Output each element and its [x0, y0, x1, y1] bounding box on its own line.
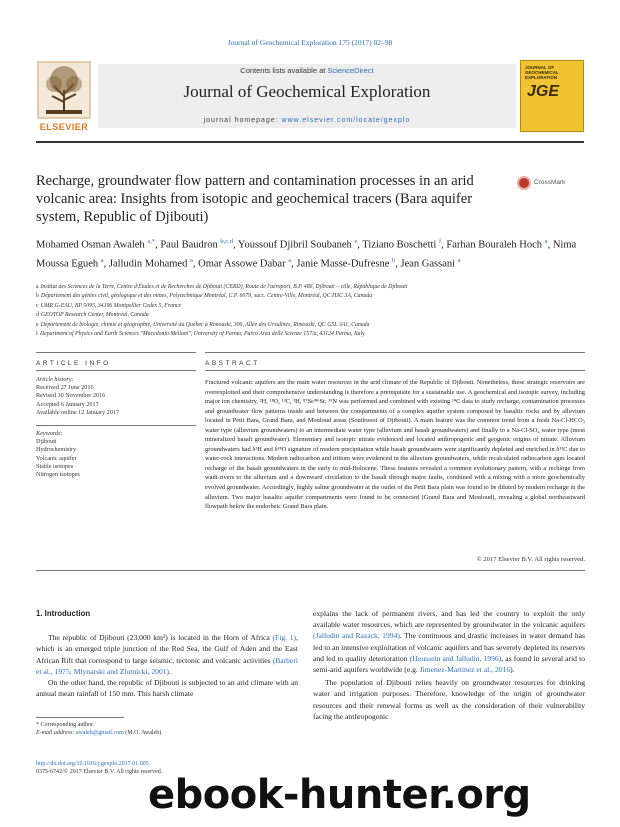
author-name: Omar Assowe Dabar: [198, 258, 286, 269]
body-paragraph: [36, 632, 298, 677]
author-name: Nima Moussa Egueh: [36, 239, 577, 269]
history-heading: Article history:: [36, 376, 74, 383]
keyword-item: Stable isotopes: [36, 462, 74, 470]
abstract-end-rule: [36, 570, 585, 571]
corresponding-author-note: * Corresponding author.: [36, 722, 95, 728]
history-item: Revised 30 November 2016: [36, 392, 106, 400]
homepage-line: [98, 117, 516, 124]
affiliation-text: UMR G-EAU, BP 5095, 34196 Montpellier Cedex 5, France: [40, 302, 182, 309]
history-item: Accepted 6 January 2017: [36, 400, 99, 408]
article-info-subrule: [36, 370, 196, 371]
section-heading: 1. Introduction: [36, 609, 91, 618]
abstract-subrule: [205, 370, 585, 371]
author-affiliation-link[interactable]: f: [438, 238, 442, 245]
crossmark-badge[interactable]: [517, 176, 587, 192]
article-history: [36, 376, 196, 417]
affiliation-item: [36, 302, 584, 311]
keywords-heading: Keywords:: [36, 430, 63, 437]
abstract-copyright: © 2017 Elsevier B.V. All rights reserved.: [476, 556, 585, 563]
figure-link[interactable]: (Fig. 1): [272, 633, 297, 643]
author-name: Mohamed Osman Awaleh: [36, 239, 145, 251]
author-name: Janie Masse-Dufresne: [296, 258, 390, 269]
author-affiliation-link[interactable]: a,*: [147, 238, 156, 245]
body-column-left: [36, 608, 298, 699]
affiliation-mark: a: [36, 284, 39, 290]
author-list: Mohamed Osman Awaleh $^{a,*}$, Paul Baudron $^{b,c,d}$, Youssouf Djibril Soubaneh $^e$, Tiziano Boschetti $^f$, Farhan Bouraleh Hoch $^a$, Nima Moussa Egueh $^a$, Jalludin Mohamed $^a$, Omar Assowe Dabar $^a$, Janie Masse-Dufresne $^b$, Jean Gassani $^a$: [36, 238, 577, 269]
homepage-prefix: journal homepage:: [203, 117, 282, 124]
author-affiliation-link[interactable]: b: [392, 256, 396, 264]
author-affiliation-link[interactable]: a: [544, 238, 548, 245]
contents-line: [98, 66, 516, 75]
article-info-heading: ARTICLE INFO: [36, 360, 111, 367]
keyword-item: Djibouti: [36, 438, 57, 446]
sciencedirect-link[interactable]: ScienceDirect: [327, 66, 374, 75]
body-paragraph: [313, 608, 585, 675]
affiliation-item: [36, 292, 584, 301]
footnote-rule: [36, 717, 124, 718]
body-paragraph: On the other hand, the republic of Djibouti is subjected to an arid climate with an annual mean rainfall of 150 mm. This harsh climate: [36, 678, 298, 699]
affiliation-mark: b: [36, 293, 39, 300]
keyword-item: Nitrogen isotopes: [36, 471, 80, 479]
footnote: [36, 721, 298, 737]
affiliation-text: Institut des Sciences de la Terre, Centre d'Études et de Recherches de Djibouti (CERD), Route de l'aéroport, B.P. 486, Djibouti – ville, République de Djibouti: [40, 284, 408, 290]
author-name: Paul Baudron: [160, 239, 218, 251]
email-link[interactable]: awaleh@gmail.com: [75, 730, 124, 736]
text-run: .: [169, 666, 171, 676]
text-run: . The continuous and drastic increases in water demand has led to an intensive exploitation of volcanic aquifers and has severely depleted its reserves and led to quality deterioration: [313, 631, 585, 663]
body-paragraph: The population of Djibouti relies heavily on groundwater resources for drinking water and irrigation purposes. Therefore, knowledge of the origin of groundwater resources and their renewal forms as well as the consideration of their vulnerability facing the anthropogenic: [313, 678, 585, 721]
article-title: Recharge, groundwater flow pattern and contamination processes in an arid volcanic area: Insights from isotopic and geochemical tracers (Bara aquifer system, Republic of Djibouti): [36, 173, 474, 225]
author-name: Jean Gassani: [400, 258, 456, 269]
affiliation-list: [36, 283, 584, 339]
citation-link[interactable]: (Houssein and Jalludin, 1996): [409, 653, 502, 663]
body-column-right: [313, 608, 585, 722]
affiliation-mark: c: [36, 302, 39, 309]
masthead: [36, 60, 584, 135]
author-affiliation-link[interactable]: a: [100, 256, 104, 264]
author-affiliation-link[interactable]: b,c,d: [220, 238, 234, 245]
citation-link[interactable]: Jimenez-Martinez et al., 2016: [419, 665, 511, 675]
crossmark-label: CrossMark: [534, 179, 566, 186]
author-name: Tiziano Boschetti: [362, 239, 437, 251]
affiliation-item: [36, 311, 584, 320]
keywords-rule: [36, 425, 196, 426]
contents-prefix: Contents lists available at: [240, 66, 328, 75]
email-prefix: E-mail address:: [36, 730, 76, 736]
email-line: [36, 729, 298, 737]
article-info-rule: [36, 352, 196, 353]
affiliation-text: Département des génies civil, géologique et des mines, Polytechnique Montréal, C.P. 6079, succ. Centre-Ville, Montréal, QC H3C 3A, Canada: [40, 293, 373, 300]
affiliation-item: [36, 283, 584, 292]
author-affiliation-link[interactable]: a: [288, 256, 292, 264]
affiliation-item: [36, 321, 584, 330]
text-run: The republic of Djibouti (23,000 km²) is located in the Horn of Africa: [48, 633, 273, 643]
keyword-item: Volcanic aquifer: [36, 454, 77, 462]
email-suffix: (M.O. Awaleh).: [123, 730, 163, 736]
running-head[interactable]: Journal of Geochemical Exploration 175 (2017) 82–98: [227, 38, 393, 47]
affiliation-mark: f: [36, 331, 38, 338]
homepage-link[interactable]: www.elsevier.com/locate/gexplo: [281, 117, 411, 124]
cover-title: JOURNAL OF GEOCHEMICAL EXPLORATION: [525, 65, 559, 80]
citation-link[interactable]: (Barberi et al., 1975; Mlynarski and Zlotnicki, 2001): [36, 655, 298, 676]
author-affiliation-link[interactable]: e: [354, 238, 358, 245]
masthead-rule: [36, 141, 584, 143]
history-item: Received 27 June 2016: [36, 384, 94, 392]
crossmark-icon: [517, 176, 531, 190]
affiliation-text: GEOTOP Research Center, Montréal, Canada: [40, 312, 149, 319]
text-run: , as found in several arid to semi-arid aquifers worldwide (e.g.: [313, 653, 585, 675]
text-run: , which is an emerged triple junction of the Red Sea, the Gulf of Aden and the East African Rift that correspond to large seismic, tectonic and volcanic activities: [36, 633, 298, 665]
citation-link[interactable]: (Jalludin and Razack, 1994): [313, 631, 400, 641]
author-name: Farhan Bouraleh Hoch: [446, 239, 543, 251]
abstract-text: Fractured volcanic aquifers are the main water resources in the arid climate of the Republic of Djibouti. Nonetheless, these strategic reservoirs are overexploited and their comprehensive understanding is therefore a prerequisite for a sustainable use. A geochemical and isotopic survey, including major ion chemistry, ²H, ¹⁸O, ¹³C, ³H, ⁸⁷Sr/⁸⁶Sr, ¹⁵N was performed and combined with existing ¹⁴C data to study recharge, contamination processes and groundwater flow patterns inside and between the compartments of a complex aquifer system composed by basaltic rocks and by alluvium located in Petit Bara, Grand Bara, and Mouloud areas (Southwest of Djibouti). A main feature was the common trend from a fresh Na-Cl-HCO₃ water type (alluvium groundwaters) to an intermediate water type (alluvium and basalt groundwaters) and finally to a Na-Cl-SO₄ water type (most mineralized basalt groundwater). Elementary and isotopic nitrate evidenced and located anthropogenic and geogenic origins of nitrate. Alluvium groundwaters had δ²H and δ¹⁸O signature of modern precipitation while basalt groundwaters were significantly depleted and enriched in δ¹³C due to water-rock interactions. Modern radiocarbon and tritium were evidenced in the alluvium groundwaters, while recalculated radiocarbon ages located recharge of the basalt groundwaters in the early to mid-Holocene. These features revealed a common evolutionary pattern, with a recharge from wadi-rivers to the alluvium and a downward circulation to the basalt through major faults, combined with a mixing with a more geochemically evolved groundwater. Accordingly, highly saline groundwater at the outlet of the Petit Bara plain was found to be diluted by modern recharge in the alluvium. Two major basaltic aquifer compartments were found to be connected (Grand Bara and Mouloud), revealing a global northeastward flowpath below the endorheic Grand Bara plain.: [205, 379, 585, 511]
history-item: Available online 12 January 2017: [36, 408, 120, 416]
text-run: ).: [510, 665, 515, 675]
issn-line: 0375-6742/© 2017 Elsevier B.V. All rights reserved.: [36, 769, 163, 775]
affiliation-text: Department of Physics and Earth Sciences "Macedonio Melloni", University of Parma, Parco Area delle Scienze 157/a, 43124 Parma, Italy: [39, 331, 365, 338]
affiliation-item: [36, 330, 584, 339]
journal-name: Journal of Geochemical Exploration: [183, 82, 431, 101]
affiliation-mark: d: [36, 312, 39, 319]
keyword-item: Hydrochemistry: [36, 446, 77, 454]
author-affiliation-link[interactable]: a: [189, 256, 193, 264]
author-name: Jalludin Mohamed: [108, 258, 188, 269]
text-run: explains the lack of permanent rivers, and has led the country to exploit the only available water resources, which are represented by groundwater in the volcanic aquifers: [313, 609, 585, 630]
abstract-heading: ABSTRACT: [205, 360, 260, 367]
author-name: Youssouf Djibril Soubaneh: [237, 239, 352, 251]
abstract-rule: [205, 352, 585, 353]
journal-cover-image: [520, 60, 584, 132]
doi-link[interactable]: http://dx.doi.org/10.1016/j.gexplo.2017.01.005: [36, 761, 149, 767]
affiliation-text: Département de biologie, chimie et géographie, Université du Québec à Rimouski, 300, Allée des Ursulines, Rimouski, QC G5L 3A1, Canada: [40, 321, 370, 328]
keywords: [36, 430, 196, 479]
cover-abbrev: JGE: [527, 83, 560, 100]
watermark: ebook-hunter.org: [148, 772, 531, 818]
affiliation-mark: e: [36, 321, 39, 328]
author-affiliation-link[interactable]: a: [457, 256, 461, 264]
publisher-name: ELSEVIER: [39, 122, 89, 132]
